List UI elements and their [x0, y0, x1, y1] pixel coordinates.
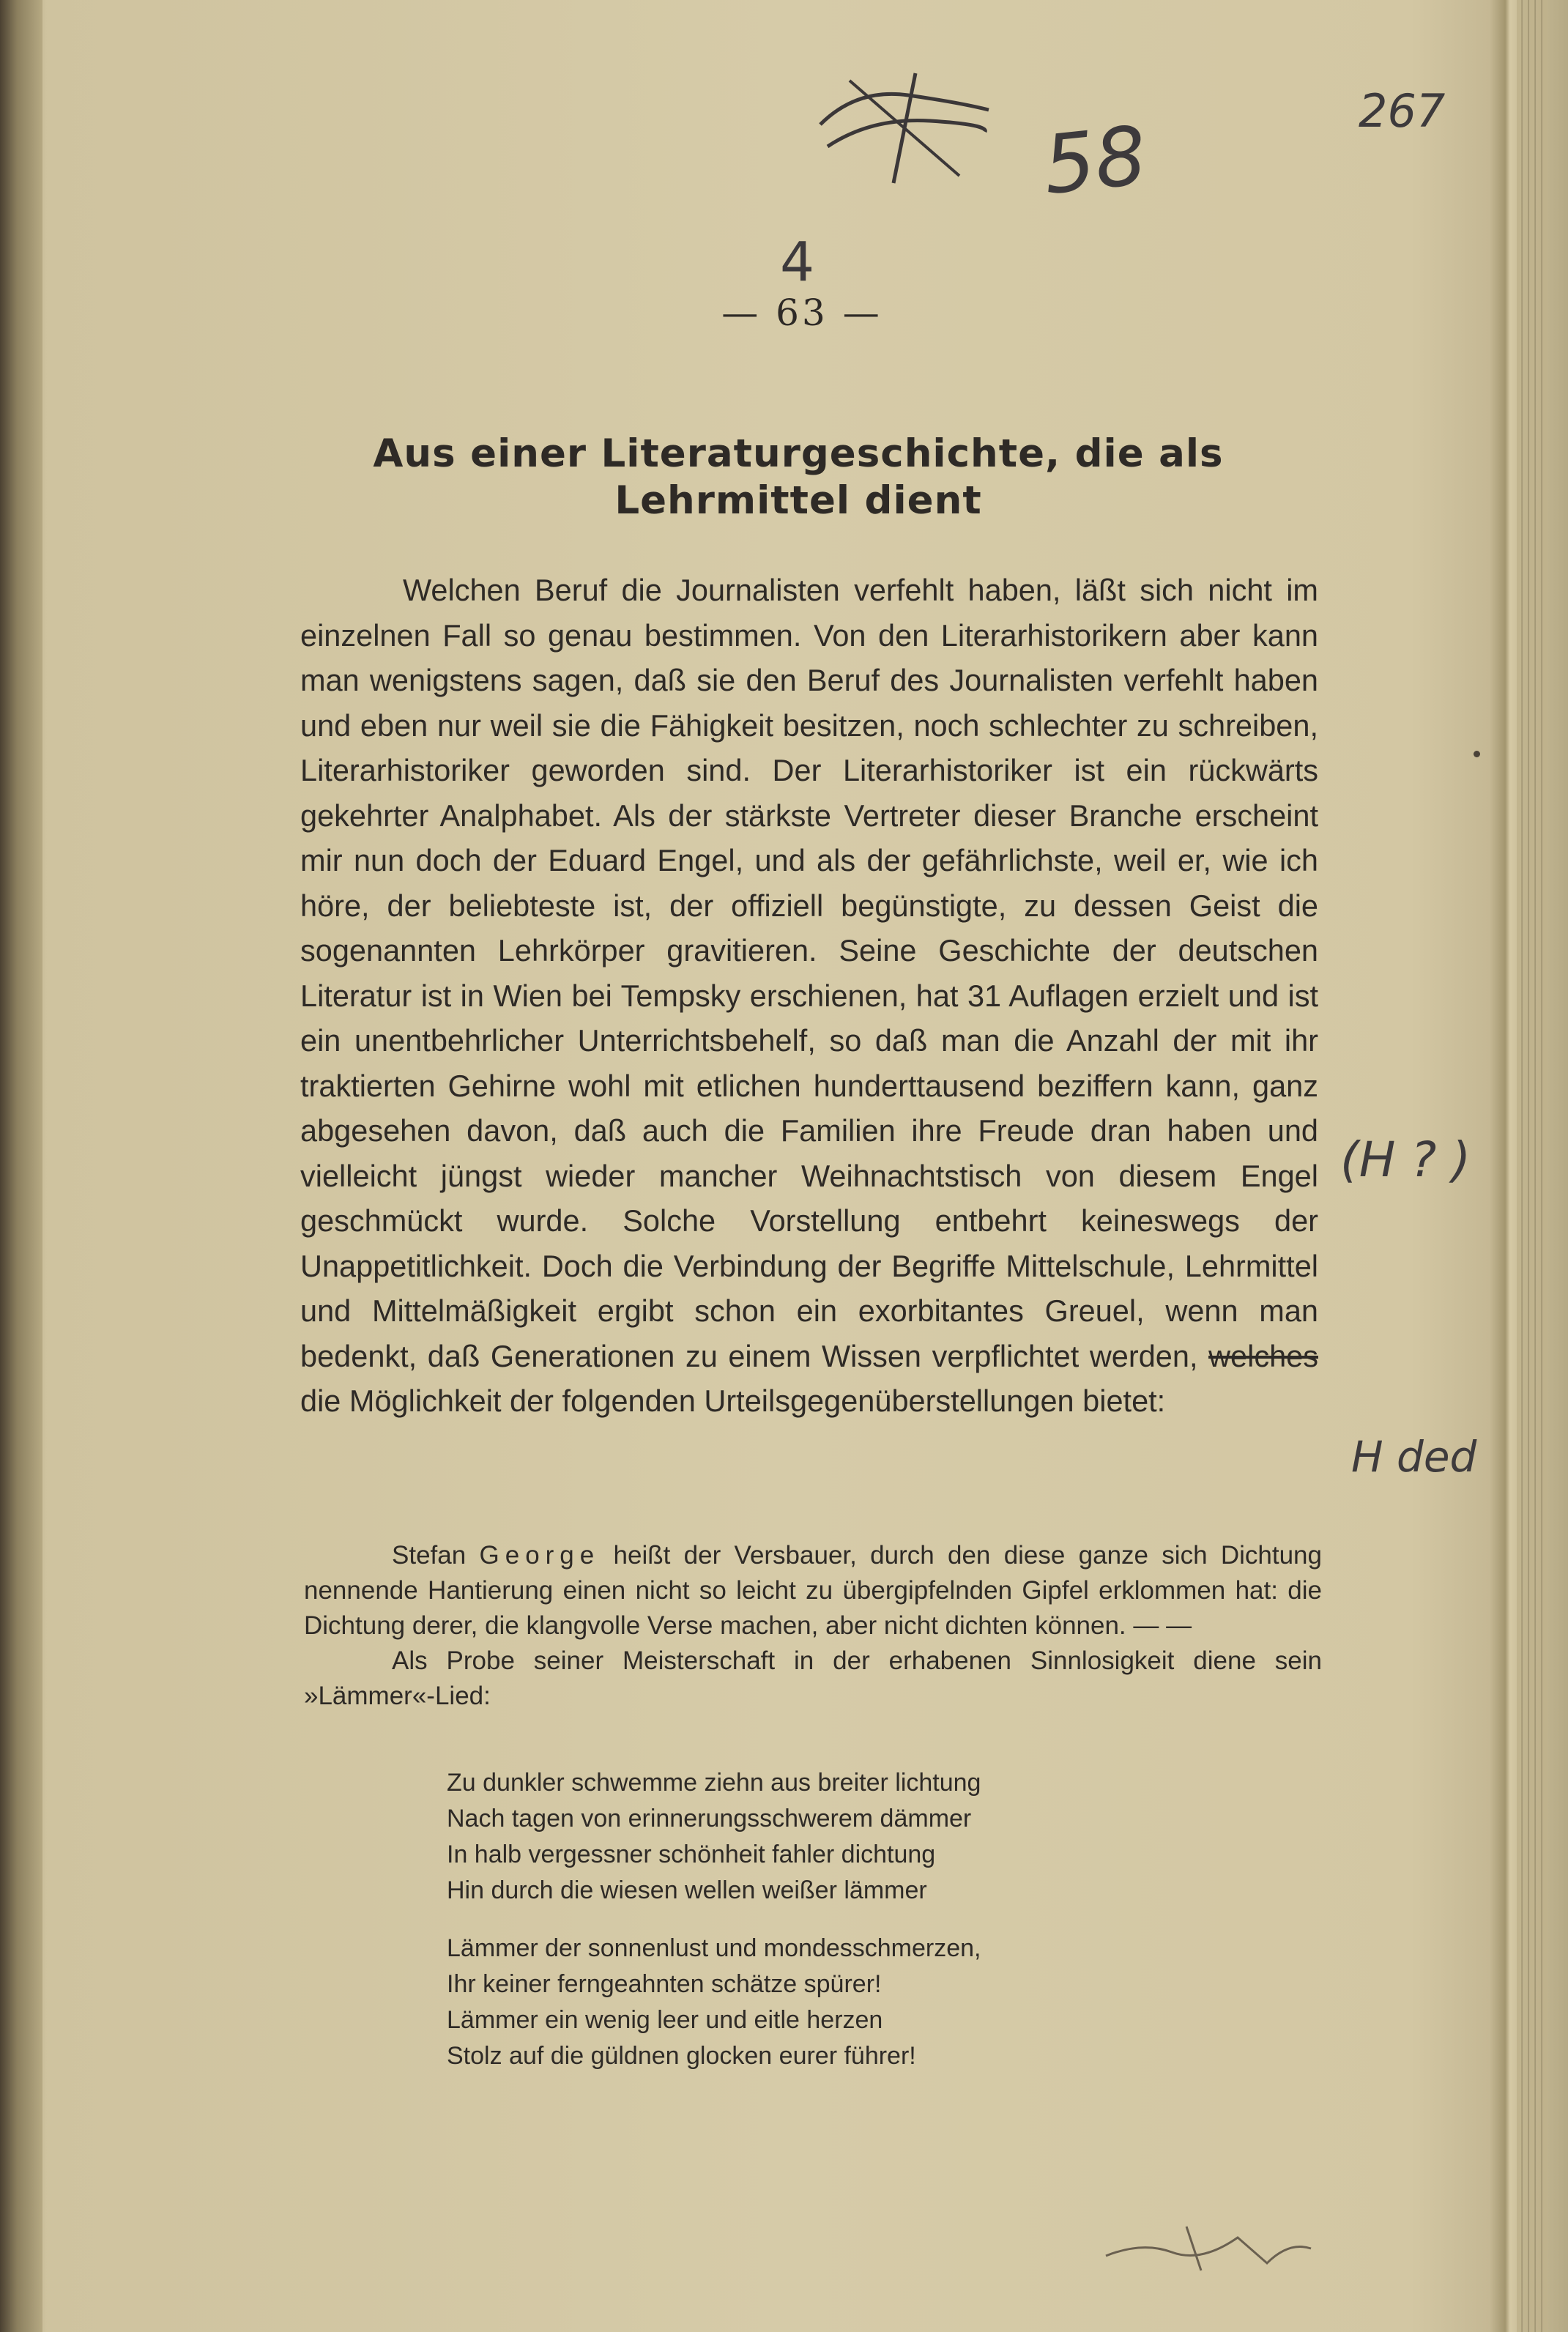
quoted-passage: [304, 1538, 1322, 1714]
crossed-out-scribble: [806, 66, 996, 190]
pencil-scribble: [1099, 2212, 1318, 2278]
poem-line: In halb vergessner schönheit fahler dichtung: [447, 1841, 936, 1868]
struck-word: welches: [1208, 1338, 1318, 1373]
quote-paragraph-1: [304, 1538, 1322, 1644]
poem: [447, 1765, 1252, 2096]
poem-stanza-1: [447, 1765, 1252, 1909]
poem-line: Ihr keiner ferngeahnten schätze spürer!: [447, 1970, 882, 1998]
margin-note-1: (H ? ): [1340, 1132, 1471, 1188]
poem-line: Stolz auf die güldnen glocken eurer führer!: [447, 2042, 916, 2070]
quote-paragraph-2: Als Probe seiner Meisterschaft in der erhabenen Sinnlosigkeit diene sein »Lämmer«-Lied:: [304, 1646, 1322, 1710]
quote-text: heißt der Versbauer, durch den diese ganze sich Dichtung nennende Hantierung einen nicht so leicht zu übergipfelnden Gipfel erklommen hat: die Dichtung derer, die klangvolle Verse machen, aber nicht dichten können. — —: [304, 1541, 1322, 1640]
article-title: [308, 431, 1289, 524]
body-part-1: Welchen Beruf die Journalisten verfehlt haben, läßt sich nicht im einzelnen Fall so genau bestimmen. Von den Literarhistorikern aber kann man wenigstens sagen, daß sie den Beruf des Journalisten verfehlt haben und eben nur weil sie die Fähigkeit besitzen, noch schlechter zu schreiben, Literarhistoriker geworden sind. Der Literarhistoriker ist ein rückwärts gekehrter Analphabet. Als der stärkste Vertreter dieser Branche erscheint mir nun doch der Eduard Engel, und als der gefährlichste, weil er, wie ich höre, der beliebteste ist, der offiziell begünstigte, zu dessen Geist die sogenannten Lehrkörper gravitieren. Seine Geschichte der deutschen Literatur ist in Wien bei Tempsky erschienen, hat 31 Auflagen erzielt und ist ein unentbehrlicher Unterrichtsbehelf, so daß man die Anzahl der mit ihr traktierten Gehirne wohl mit etlichen hunderttausend beziffern kann, ganz abgesehen davon, daß auch die Familien ihre Freude dran haben und vielleicht jüngst wieder mancher Weihnachtstisch von diesem Engel geschmückt wurde. Solche Vorstellung entbehrt keineswegs der Unappetitlichkeit. Doch die Verbindung der Begriffe Mittelschule, Lehrmittel und Mittelmäßigkeit ergibt schon ein exorbitantes Greuel, wenn man bedenkt, daß Generationen zu einem Wissen verpflichtet werden,: [300, 573, 1318, 1373]
poem-line: Nach tagen von erinnerungsschwerem dämmer: [447, 1805, 972, 1832]
folio-number: 267: [1359, 84, 1446, 138]
poem-stanza-2: [447, 1931, 1252, 2074]
poet-name: George: [479, 1541, 601, 1570]
page-number: — 63 —: [721, 292, 883, 334]
handwritten-4: 4: [780, 231, 815, 294]
poem-line: Hin durch die wiesen wellen weißer lämmer: [447, 1876, 927, 1904]
poem-line: Zu dunkler schwemme ziehn aus breiter lichtung: [447, 1769, 981, 1797]
poem-line: Lämmer ein wenig leer und eitle herzen: [447, 2006, 883, 2034]
ink-dot: [1474, 751, 1480, 757]
body-paragraph: [300, 568, 1318, 1424]
page-edges: [1517, 0, 1547, 2332]
book-spine: [0, 0, 42, 2332]
quote-text: Stefan: [392, 1541, 467, 1570]
margin-note-2: H ded: [1351, 1432, 1477, 1482]
title-line-2: Lehrmittel dient: [614, 478, 982, 523]
body-text: [300, 568, 1318, 1424]
body-part-2: die Möglichkeit der folgenden Urteilsgegenüberstellungen bietet:: [300, 1384, 1166, 1418]
poem-line: Lämmer der sonnenlust und mondesschmerzen,: [447, 1934, 981, 1962]
handwritten-58: 58: [1038, 108, 1151, 212]
title-line-1: Aus einer Literaturgeschichte, die als: [373, 431, 1224, 476]
